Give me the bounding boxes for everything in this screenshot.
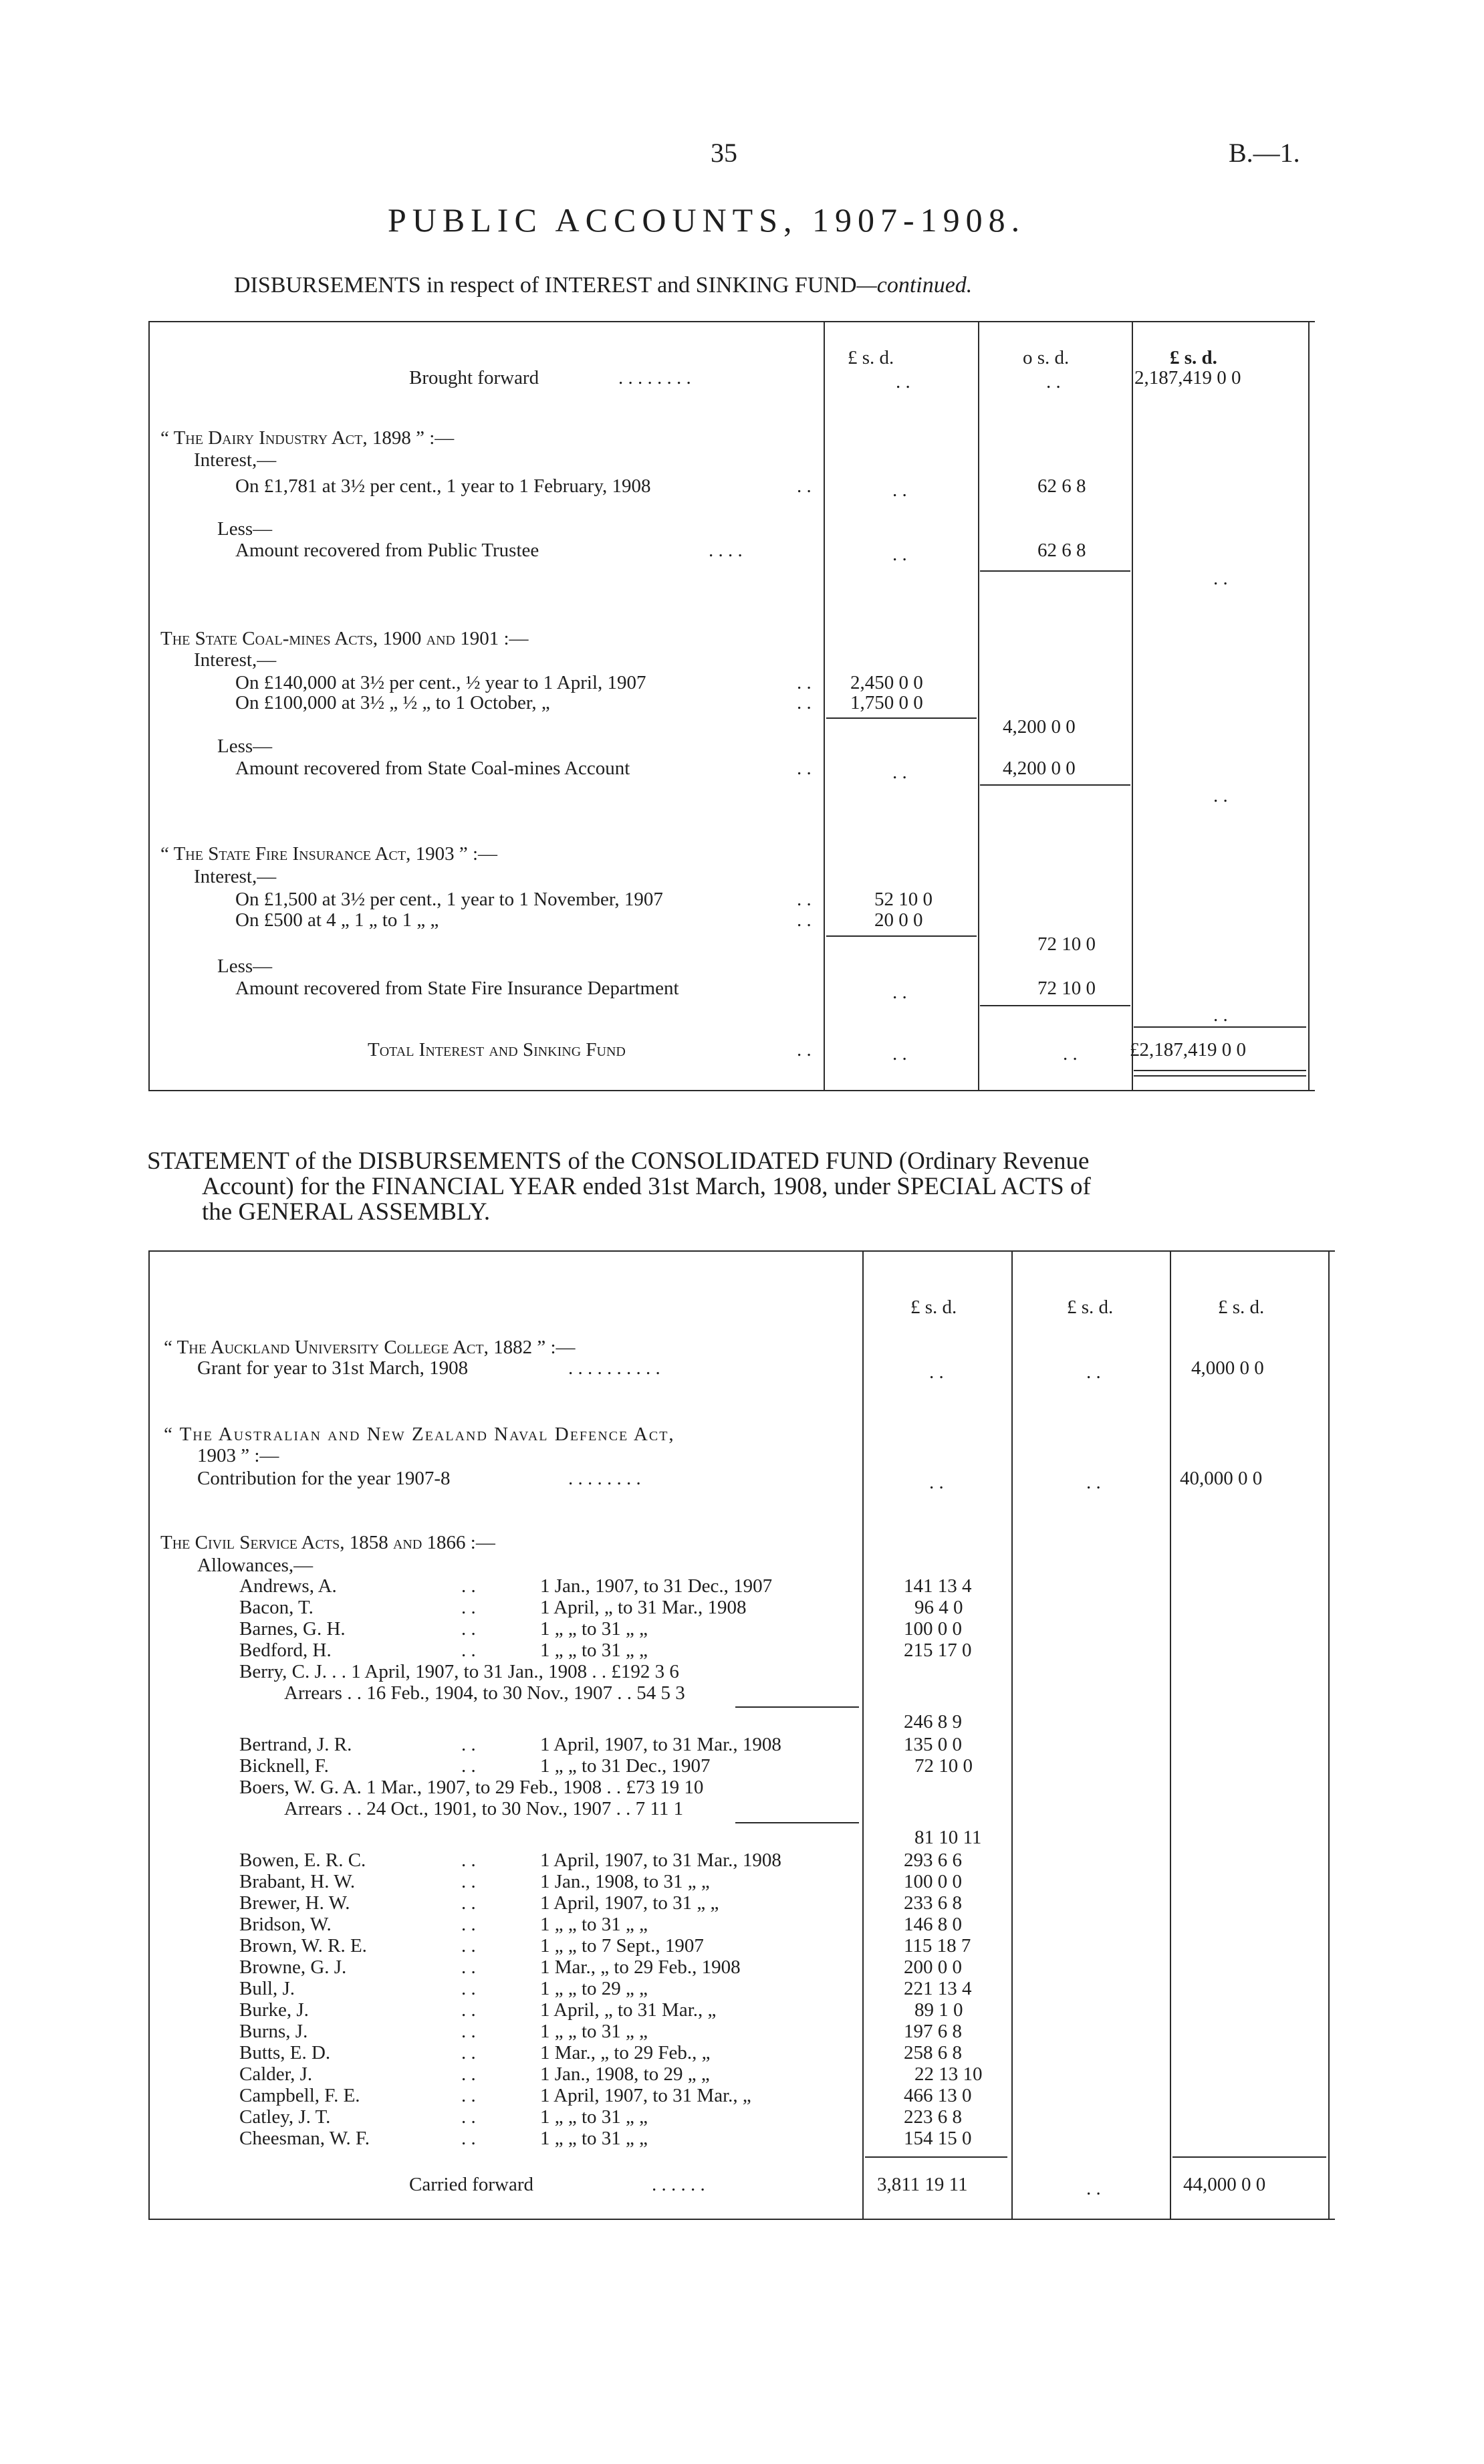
row-name: Bacon, T.: [239, 1597, 314, 1618]
row-period: 1 „ „ to 31 Dec., 1907: [540, 1755, 711, 1777]
row-amount: 233 6 8: [904, 1892, 962, 1914]
carried-rule-c3: [1172, 2156, 1326, 2158]
row-amount: 96 4 0: [914, 1597, 963, 1618]
row-period: 1 Jan., 1908, to 31 „ „: [540, 1871, 710, 1892]
auckland-act-heading: “ The Auckland University College Act, 1882 ” :—: [164, 1337, 576, 1358]
row-dots: . .: [461, 1956, 476, 1978]
coal-interest-label: Interest,—: [194, 649, 277, 671]
naval-c1: . .: [929, 1472, 944, 1493]
coal-recovered-dots: . .: [797, 758, 812, 779]
row-dots: . .: [461, 1755, 476, 1777]
table2-col2-rule: [1011, 1250, 1013, 2219]
row-period: 1 Jan., 1908, to 29 „ „: [540, 2063, 710, 2085]
row-name: Bull, J.: [239, 1978, 295, 1999]
row-period: 1 „ „ to 29 „ „: [540, 1978, 648, 1999]
statement-line-1: STATEMENT of the DISBURSEMENTS of the CONSOLIDATED FUND (Ordinary Revenue: [147, 1147, 1090, 1175]
row-period: 1 Mar., „ to 29 Feb., 1908: [540, 1956, 741, 1978]
table2-col2-header: £ s. d.: [1067, 1297, 1114, 1318]
row-amount: 293 6 6: [904, 1850, 962, 1871]
naval-act-heading-1: “ The Australian and New Zealand Naval Defence Act,: [164, 1424, 675, 1445]
row-amount: 221 13 4: [904, 1978, 972, 1999]
row-period: 1 April, „ to 31 Mar., 1908: [540, 1597, 747, 1618]
table1-col3-header: £ s. d.: [1170, 347, 1217, 368]
row-amount: 100 0 0: [904, 1618, 962, 1640]
carried-forward-c2: . .: [1086, 2178, 1101, 2199]
carried-forward-c1: 3,811 19 11: [877, 2174, 968, 2195]
row-dots: . .: [461, 1734, 476, 1755]
row-name: Brown, W. R. E.: [239, 1935, 367, 1956]
berry-line-2: Arrears . . 16 Feb., 1904, to 30 Nov., 1907 . . 54 5 3: [284, 1682, 685, 1704]
civil-service-heading: The Civil Service Acts, 1858 and 1866 :—: [160, 1532, 495, 1553]
coal-less-label: Less—: [217, 736, 273, 757]
fire-line1: On £1,500 at 3½ per cent., 1 year to 1 November, 1907: [235, 889, 663, 910]
fire-subtotal-c2: 72 10 0: [1037, 933, 1096, 955]
fire-rule: [980, 1005, 1130, 1006]
table1-right-rule: [1308, 321, 1310, 1090]
auckland-grant-dots: . . . . . . . . . .: [568, 1357, 660, 1379]
fire-act-heading: “ The State Fire Insurance Act, 1903 ” :—: [160, 843, 497, 865]
boers-amount: 81 10 11: [914, 1827, 982, 1848]
table1-col1-header: £ s. d.: [848, 347, 894, 368]
table1-col3-rule: [1132, 321, 1133, 1090]
fire-line2-c1: 20 0 0: [874, 909, 923, 931]
naval-c2: . .: [1086, 1472, 1101, 1493]
total-c3: £2,187,419 0 0: [1130, 1039, 1246, 1060]
row-name: Campbell, F. E.: [239, 2085, 360, 2106]
boers-line-2: Arrears . . 24 Oct., 1901, to 30 Nov., 1907 . . 7 11 1: [284, 1798, 684, 1819]
brought-forward-c2: . .: [1046, 371, 1061, 393]
row-dots: . .: [461, 1575, 476, 1597]
row-name: Bicknell, F.: [239, 1755, 329, 1777]
row-amount: 197 6 8: [904, 2021, 962, 2042]
coal-recovered-c1: . .: [892, 762, 907, 783]
row-period: 1 „ „ to 31 „ „: [540, 1618, 648, 1640]
coal-rule: [980, 784, 1130, 786]
statement-line-3: the GENERAL ASSEMBLY.: [202, 1198, 491, 1226]
row-name: Barnes, G. H.: [239, 1618, 346, 1640]
table1-col2-rule: [978, 321, 979, 1090]
row-period: 1 April, 1907, to 31 Mar., 1908: [540, 1734, 781, 1755]
berry-line-1: Berry, C. J. . . 1 April, 1907, to 31 Jan., 1908 . . £192 3 6: [239, 1661, 679, 1682]
row-dots: . .: [461, 1850, 476, 1871]
row-amount: 215 17 0: [904, 1640, 972, 1661]
coal-line1: On £140,000 at 3½ per cent., ½ year to 1 April, 1907: [235, 672, 646, 693]
table2-col3-rule: [1170, 1250, 1171, 2219]
coal-line2-c1: 1,750 0 0: [850, 692, 923, 713]
row-name: Bertrand, J. R.: [239, 1734, 352, 1755]
row-amount: 135 0 0: [904, 1734, 962, 1755]
boers-line-1: Boers, W. G. A. 1 Mar., 1907, to 29 Feb., 1908 . . £73 19 10: [239, 1777, 704, 1798]
fire-line1-dots: . .: [797, 889, 812, 910]
row-period: 1 April, „ to 31 Mar., „: [540, 1999, 717, 2021]
brought-forward-dots: . . . . . . . .: [618, 367, 691, 388]
row-period: 1 Jan., 1907, to 31 Dec., 1907: [540, 1575, 773, 1597]
dairy-interest-line: On £1,781 at 3½ per cent., 1 year to 1 February, 1908: [235, 475, 651, 497]
page-title: PUBLIC ACCOUNTS, 1907-1908.: [388, 201, 1026, 239]
dairy-recovered-label: Amount recovered from Public Trustee: [235, 540, 539, 561]
row-dots: . .: [461, 1914, 476, 1935]
row-period: 1 „ „ to 31 „ „: [540, 2106, 648, 2128]
dairy-recovered-c2: 62 6 8: [1037, 540, 1086, 561]
row-name: Butts, E. D.: [239, 2042, 331, 2063]
row-name: Burns, J.: [239, 2021, 308, 2042]
table1-top-rule: [148, 321, 1315, 322]
dairy-interest-label: Interest,—: [194, 449, 277, 471]
fire-recovered-c2: 72 10 0: [1037, 978, 1096, 999]
dairy-c3: . .: [1213, 568, 1228, 589]
row-dots: . .: [461, 1618, 476, 1640]
row-name: Bowen, E. R. C.: [239, 1850, 366, 1871]
row-name: Bridson, W.: [239, 1914, 332, 1935]
carried-forward-c3: 44,000 0 0: [1183, 2174, 1266, 2195]
fire-c3: . .: [1213, 1004, 1228, 1026]
row-amount: 141 13 4: [904, 1575, 972, 1597]
fire-recovered-label: Amount recovered from State Fire Insurance Department: [235, 978, 679, 999]
table1-col1-rule: [824, 321, 825, 1090]
row-amount: 466 13 0: [904, 2085, 972, 2106]
coal-act-heading: The State Coal-mines Acts, 1900 and 1901 :—: [160, 628, 529, 649]
total-double-rule-1: [1134, 1070, 1306, 1071]
row-name: Bedford, H.: [239, 1640, 332, 1661]
fire-line2: On £500 at 4 „ 1 „ to 1 „ „: [235, 909, 439, 931]
boers-rule: [735, 1822, 859, 1823]
coal-c3: . .: [1213, 785, 1228, 806]
dairy-recovered-dots: . . . .: [709, 540, 743, 561]
row-period: 1 April, 1907, to 31 Mar., „: [540, 2085, 751, 2106]
carried-forward-dots: . . . . . .: [652, 2174, 705, 2195]
dairy-line-c2: 62 6 8: [1037, 475, 1086, 497]
row-amount: 223 6 8: [904, 2106, 962, 2128]
fire-line2-dots: . .: [797, 909, 812, 931]
auckland-c3: 4,000 0 0: [1191, 1357, 1264, 1379]
dairy-line-dots: . .: [797, 475, 812, 497]
row-amount: 72 10 0: [914, 1755, 973, 1777]
page-number: 35: [711, 138, 737, 168]
fire-less-label: Less—: [217, 956, 273, 977]
row-amount: 154 15 0: [904, 2128, 972, 2149]
total-c2: . .: [1063, 1043, 1078, 1065]
row-name: Calder, J.: [239, 2063, 313, 2085]
naval-contribution-label: Contribution for the year 1907-8: [197, 1468, 451, 1489]
subtitle-continued: —continued.: [856, 273, 973, 298]
total-c1: . .: [892, 1043, 907, 1065]
row-name: Cheesman, W. F.: [239, 2128, 370, 2149]
auckland-c2: . .: [1086, 1361, 1101, 1383]
row-dots: . .: [461, 1871, 476, 1892]
table2-left-rule: [148, 1250, 150, 2219]
row-amount: 89 1 0: [914, 1999, 963, 2021]
table1-bottom-rule: [148, 1090, 1315, 1091]
coal-recovered-label: Amount recovered from State Coal-mines Account: [235, 758, 630, 779]
auckland-grant-label: Grant for year to 31st March, 1908: [197, 1357, 469, 1379]
fire-interest-label: Interest,—: [194, 866, 277, 887]
table1-col2-header: o s. d.: [1023, 347, 1070, 368]
table2-col1-header: £ s. d.: [910, 1297, 957, 1318]
coal-line1-dots: . .: [797, 672, 812, 693]
fire-subtotal-rule: [826, 935, 977, 937]
statement-line-2: Account) for the FINANCIAL YEAR ended 31st March, 1908, under SPECIAL ACTS of: [202, 1173, 1091, 1200]
row-amount: 22 13 10: [914, 2063, 983, 2085]
row-dots: . .: [461, 2106, 476, 2128]
coal-subtotal-rule: [826, 717, 977, 719]
row-name: Brabant, H. W.: [239, 1871, 356, 1892]
dairy-act-heading: “ The Dairy Industry Act, 1898 ” :—: [160, 427, 455, 449]
allowances-label: Allowances,—: [197, 1555, 314, 1576]
row-name: Brewer, H. W.: [239, 1892, 350, 1914]
total-double-rule-2: [1134, 1075, 1306, 1077]
coal-subtotal-c2: 4,200 0 0: [1003, 716, 1076, 738]
table2-col3-header: £ s. d.: [1218, 1297, 1265, 1318]
carried-rule-c1: [865, 2156, 1007, 2158]
row-amount: 115 18 7: [904, 1935, 971, 1956]
row-name: Browne, G. J.: [239, 1956, 347, 1978]
brought-forward-c3: 2,187,419 0 0: [1134, 367, 1241, 388]
total-label: Total Interest and Sinking Fund: [368, 1039, 626, 1060]
carried-forward-label: Carried forward: [409, 2174, 533, 2195]
coal-line2: On £100,000 at 3½ „ ½ „ to 1 October, „: [235, 692, 550, 713]
row-dots: . .: [461, 1999, 476, 2021]
row-period: 1 April, 1907, to 31 Mar., 1908: [540, 1850, 781, 1871]
row-amount: 100 0 0: [904, 1871, 962, 1892]
dairy-line-c1: . .: [892, 479, 907, 501]
row-period: 1 „ „ to 7 Sept., 1907: [540, 1935, 704, 1956]
table1-left-rule: [148, 321, 150, 1090]
row-dots: . .: [461, 2128, 476, 2149]
naval-act-heading-2: 1903 ” :—: [197, 1445, 279, 1466]
dairy-rule: [980, 570, 1130, 572]
auckland-c1: . .: [929, 1361, 944, 1383]
row-period: 1 April, 1907, to 31 „ „: [540, 1892, 719, 1914]
row-dots: . .: [461, 2021, 476, 2042]
row-amount: 258 6 8: [904, 2042, 962, 2063]
table2-bottom-rule: [148, 2219, 1335, 2220]
table2-top-rule: [148, 1250, 1335, 1252]
coal-line1-c1: 2,450 0 0: [850, 672, 923, 693]
brought-forward-label: Brought forward: [409, 367, 539, 388]
document-reference: B.—1.: [1229, 138, 1300, 168]
row-period: 1 Mar., „ to 29 Feb., „: [540, 2042, 711, 2063]
table2-right-rule: [1328, 1250, 1330, 2219]
naval-c3: 40,000 0 0: [1180, 1468, 1263, 1489]
total-top-rule: [1134, 1026, 1306, 1028]
row-dots: . .: [461, 1597, 476, 1618]
naval-contribution-dots: . . . . . . . .: [568, 1468, 641, 1489]
row-dots: . .: [461, 1935, 476, 1956]
row-dots: . .: [461, 1978, 476, 1999]
row-dots: . .: [461, 1892, 476, 1914]
table2-col1-rule: [862, 1250, 864, 2219]
dairy-recovered-c1: . .: [892, 544, 907, 565]
coal-line2-dots: . .: [797, 692, 812, 713]
page-subtitle: [234, 273, 972, 298]
total-dots: . .: [797, 1039, 812, 1060]
subtitle-main: DISBURSEMENTS in respect of INTEREST and SINKING FUND: [234, 273, 857, 298]
row-dots: . .: [461, 2063, 476, 2085]
row-dots: . .: [461, 2085, 476, 2106]
row-period: 1 „ „ to 31 „ „: [540, 2128, 648, 2149]
row-period: 1 „ „ to 31 „ „: [540, 1914, 648, 1935]
row-dots: . .: [461, 2042, 476, 2063]
coal-recovered-c2: 4,200 0 0: [1003, 758, 1076, 779]
row-name: Burke, J.: [239, 1999, 309, 2021]
row-name: Andrews, A.: [239, 1575, 337, 1597]
row-dots: . .: [461, 1640, 476, 1661]
dairy-less-label: Less—: [217, 518, 273, 540]
fire-recovered-c1: . .: [892, 982, 907, 1003]
row-amount: 146 8 0: [904, 1914, 962, 1935]
row-name: Catley, J. T.: [239, 2106, 331, 2128]
row-period: 1 „ „ to 31 „ „: [540, 2021, 648, 2042]
berry-amount: 246 8 9: [904, 1711, 962, 1732]
row-period: 1 „ „ to 31 „ „: [540, 1640, 648, 1661]
fire-line1-c1: 52 10 0: [874, 889, 933, 910]
row-amount: 200 0 0: [904, 1956, 962, 1978]
brought-forward-c1: . .: [896, 371, 910, 393]
berry-rule: [735, 1706, 859, 1708]
